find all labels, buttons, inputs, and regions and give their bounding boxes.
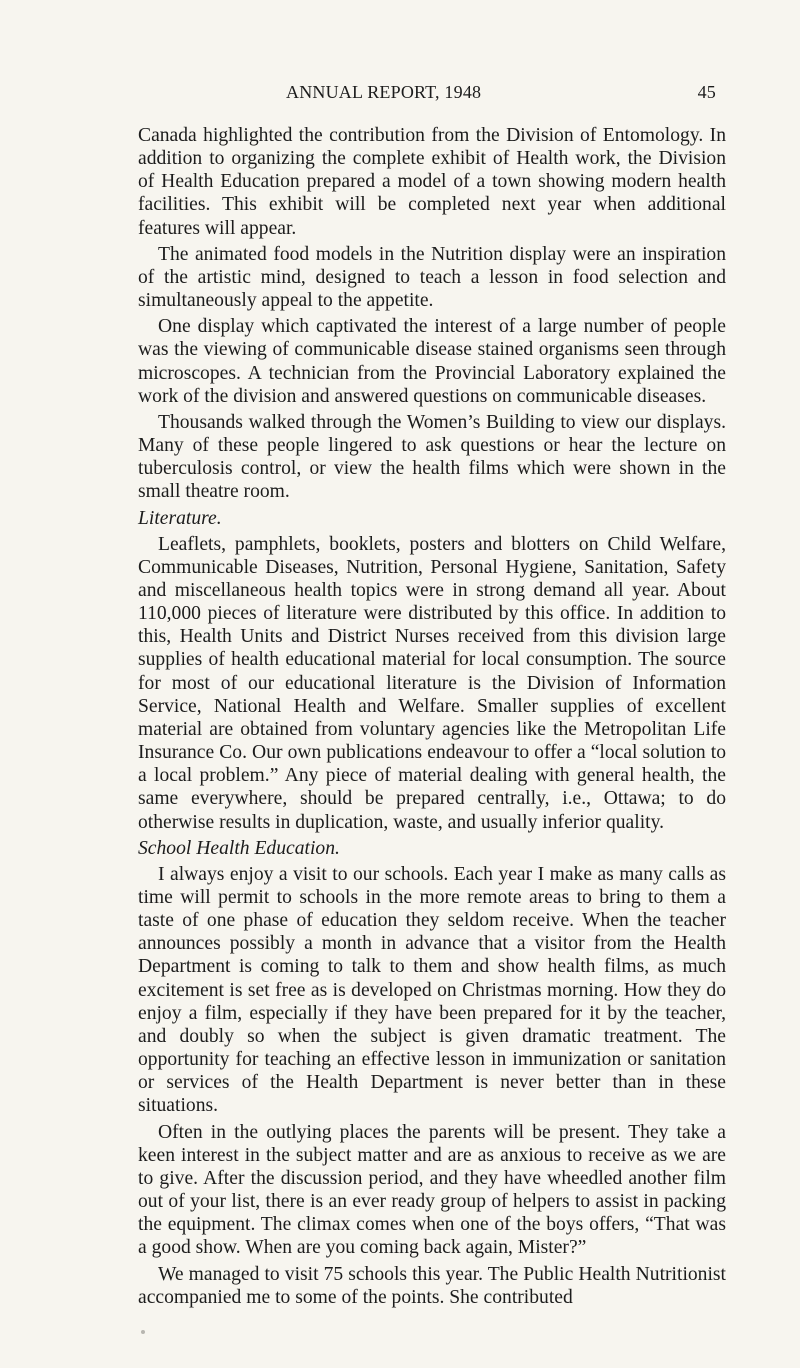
paragraph-entomology: Canada highlighted the contribution from the Division of Entomology. In addition to organizing the complete exhibit of Health work, the Division of Health Education prepared a model of a town showing modern health facilities. This exhibit will be completed next year when additional features will appear.	[138, 125, 726, 239]
paragraph-literature: Leaflets, pamphlets, booklets, posters and blotters on Child Welfare, Communicable Diseases, Nutrition, Personal Hygiene, Sanitation, Safety and miscellaneous health topics were in strong demand all year. About 110,000 pieces of literature were distributed by this office. In addition to this, Health Units and District Nurses received from this division large supplies of health educational material for local consumption. The source for most of our educational literature is the Division of Information Service, National Health and Welfare. Smaller supplies of excellent material are obtained from voluntary agencies like the Metropolitan Life Insurance Co. Our own publications endeavour to offer a “local solution to a local problem.” Any piece of material dealing with general health, the same everywhere, should be prepared centrally, i.e., Ottawa; to do otherwise results in duplication, waste, and usually inferior quality.	[138, 533, 726, 833]
running-header	[138, 82, 750, 114]
page-number: 45	[697, 82, 716, 102]
paragraph-75-schools: We managed to visit 75 schools this year. The Public Health Nutritionist accompanied me to some of the points. She contributed	[138, 1263, 726, 1308]
heading-literature: Literature.	[138, 507, 222, 529]
report-title: ANNUAL REPORT, 1948	[286, 82, 482, 102]
paragraph-microscopes: One display which captivated the interest of a large number of people was the viewing of communicable disease stained organisms seen through microscopes. A technician from the Provincial Laboratory explained the work of the division and answered questions on communicable diseases.	[138, 316, 726, 407]
paragraph-parents: Often in the outlying places the parents will be present. They take a keen interest in the subject matter and are as anxious to receive as we are to give. After the discussion period, and they have wheedled another film out of your list, there is an ever ready group of helpers to assist in packing the equipment. The climax comes when one of the boys offers, “That was a good show. When are you coming back again, Mister?”	[138, 1121, 726, 1259]
ink-speck	[141, 1330, 145, 1334]
heading-school-health: School Health Education.	[138, 837, 340, 859]
paragraph-school-visits: I always enjoy a visit to our schools. Each year I make as many calls as time will permit to schools in the more remote areas to bring to them a taste of one phase of education they seldom receive. When the teacher announces possibly a month in advance that a visitor from the Health Department is coming to talk to them and show health films, as much excitement is set free as is developed on Christmas morning. How they do enjoy a film, especially if they have been prepared for it by the teacher, and doubly so when the subject is given dramatic treatment. The opportunity for teaching an effective lesson in immunization or sanitation or services of the Health Department is never better than in these situations.	[138, 863, 726, 1117]
body-text	[138, 124, 726, 1312]
paragraph-food-models: The animated food models in the Nutrition display were an inspiration of the artistic mind, designed to teach a lesson in food selection and simultaneously appeal to the appetite.	[138, 243, 726, 312]
paragraph-womens-building: Thousands walked through the Women’s Building to view our displays. Many of these people lingered to ask questions or hear the lecture on tuberculosis control, or view the health films which were shown in the small theatre room.	[138, 411, 726, 503]
